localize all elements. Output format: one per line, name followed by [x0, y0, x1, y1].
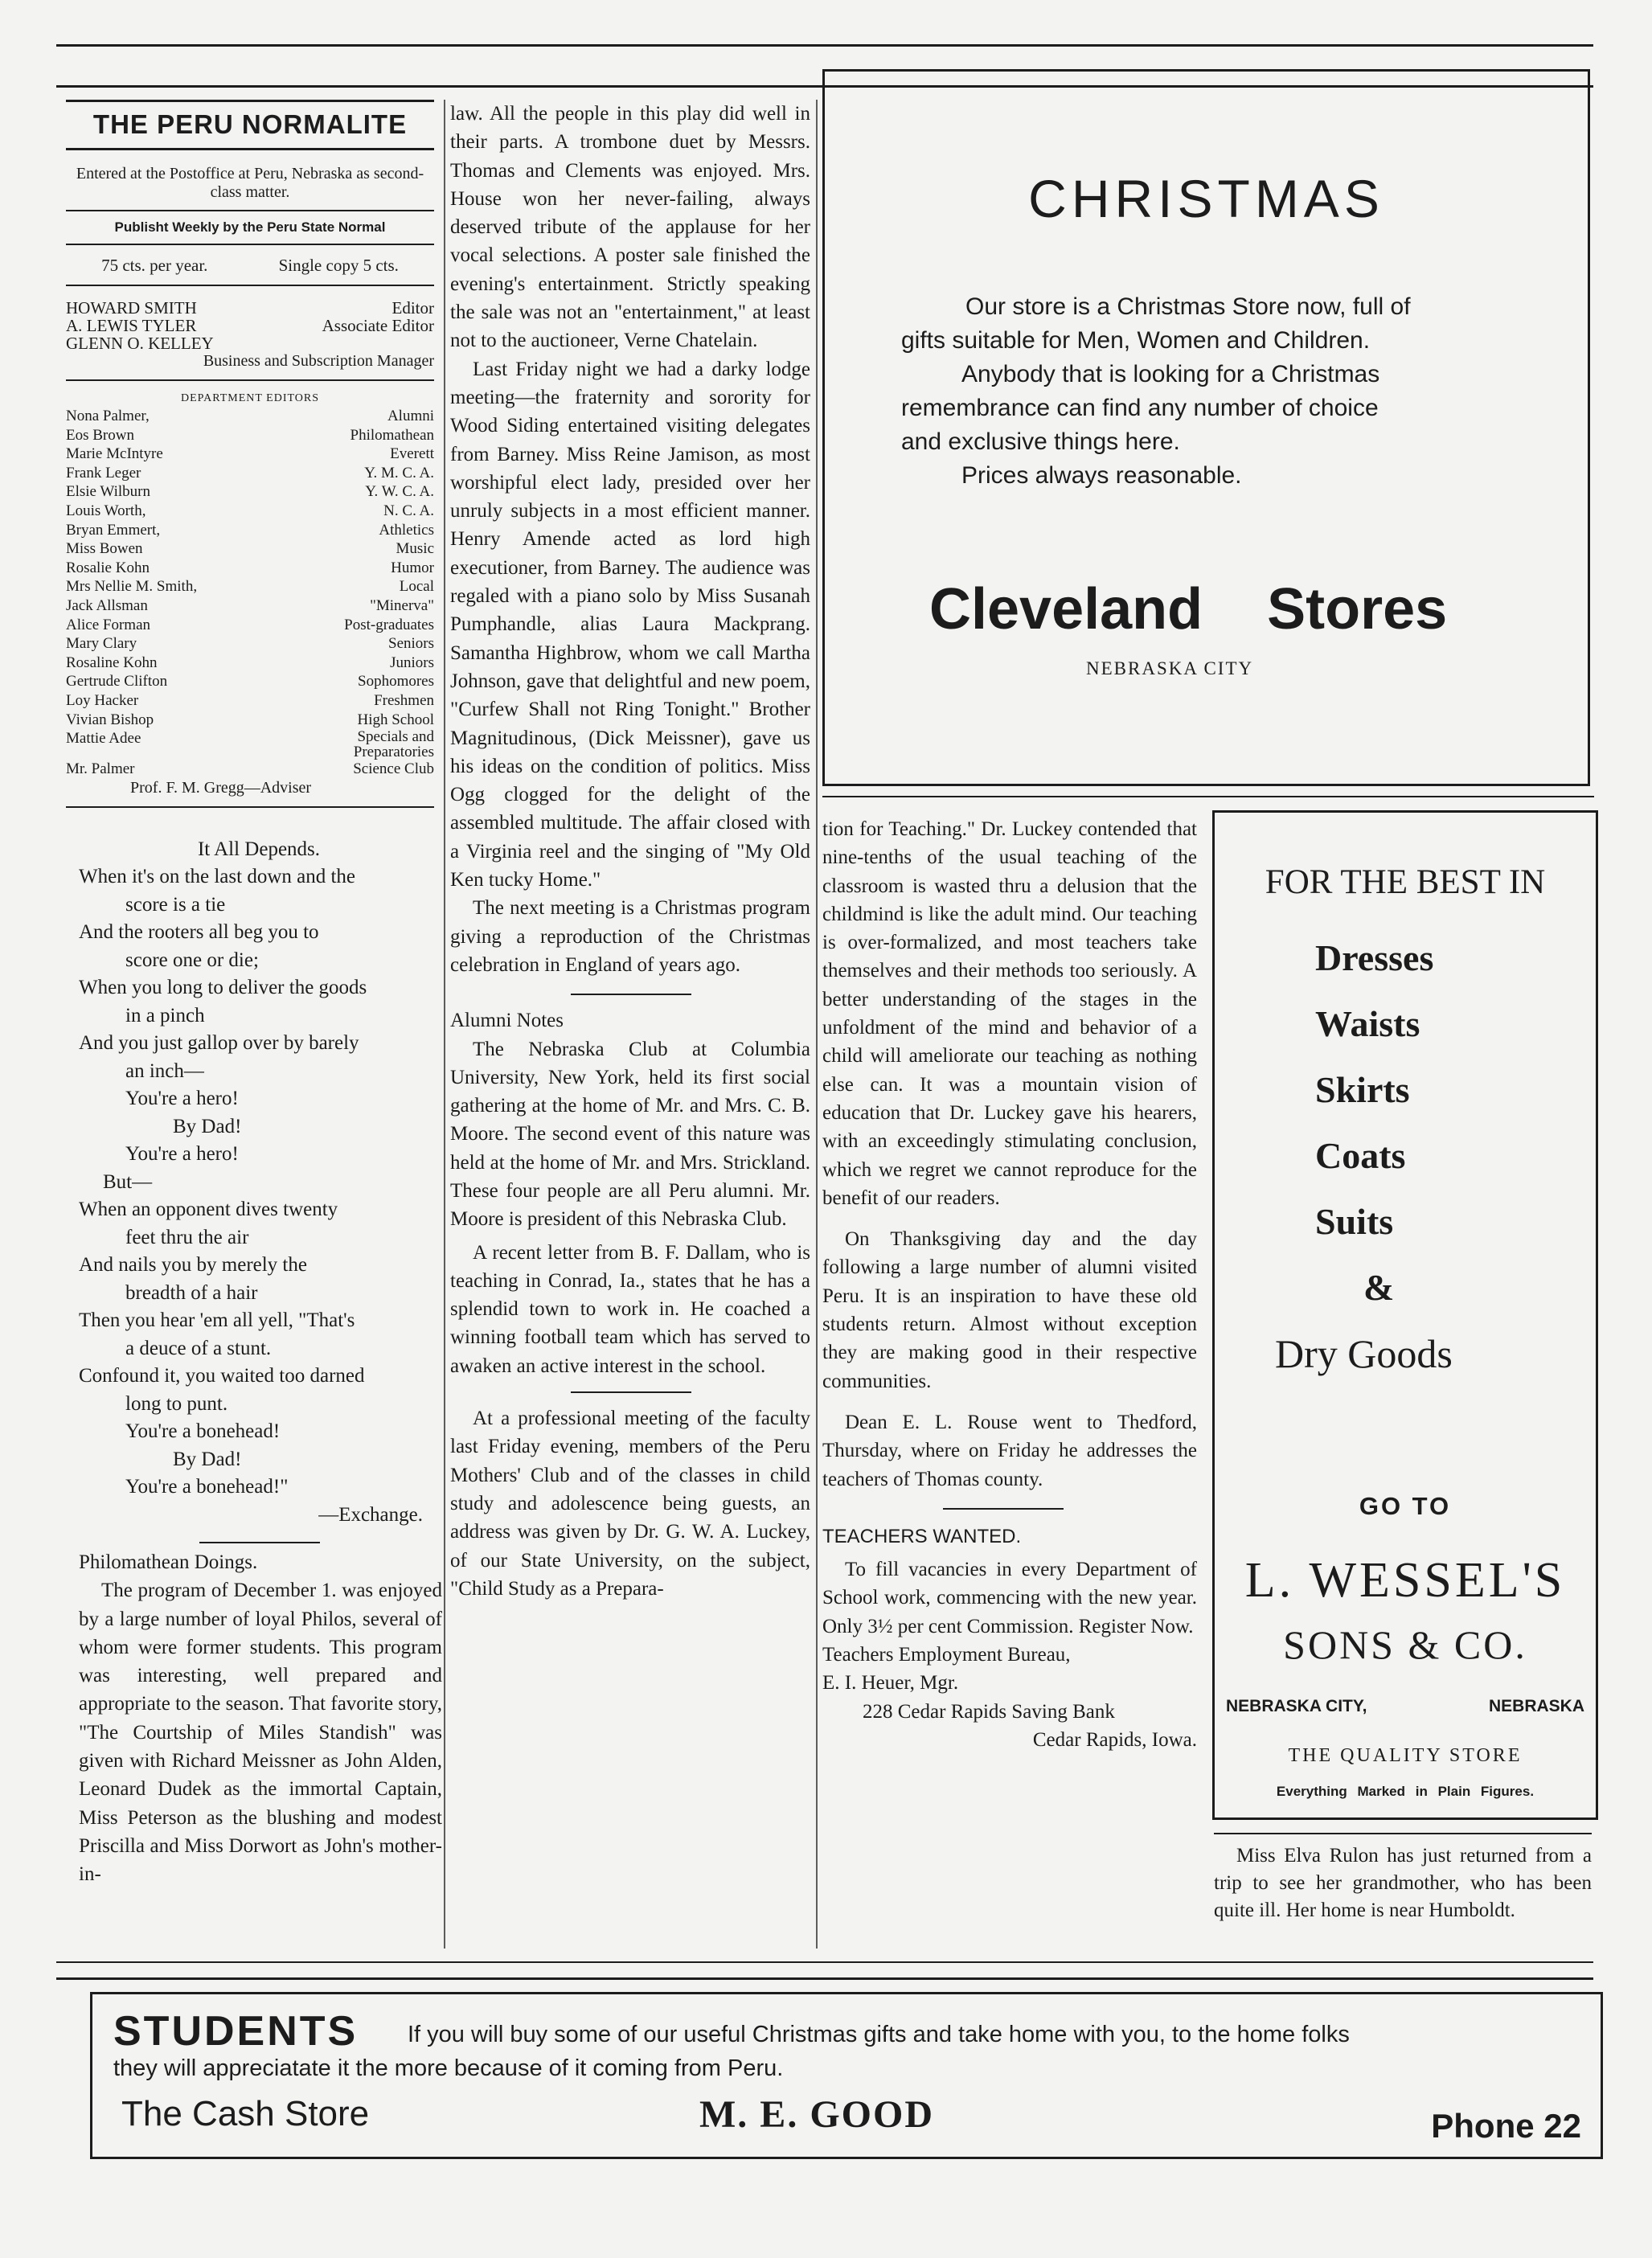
philomathean-text-1: The program of December 1. was enjoyed by a large number of loyal Philos, several of whom were former students. This program was interesting, well prepared and appropriate to the season. That favorite story, "The Courtship of Miles Standish" was given with Richard Meissner as John Alden, Leonard Dudek as the immortal Captain, Miss Peterson as the blushing and modest Priscilla and Miss Dorwort as John's mother-in-	[79, 1580, 442, 1886]
poem	[79, 836, 439, 1529]
dept-editor-row	[66, 654, 434, 673]
thanksgiving-text: On Thanksgiving day and the day following a large number of alumni visited Peru. It is an inspiration to have these old students return. Almost without exception they are making good in their respective communities.	[822, 1228, 1197, 1392]
dept-editor-row	[66, 426, 434, 445]
staff-list	[66, 299, 434, 370]
dept-editor-name: Frank Leger	[66, 464, 141, 482]
dept-editor-department: Local	[399, 578, 434, 596]
wessel-item: Waists	[1315, 1003, 1420, 1044]
dept-editor-row	[66, 634, 434, 654]
dept-editor-name: Louis Worth,	[66, 502, 146, 519]
poem-line: You're a hero!	[125, 1088, 239, 1109]
dept-editor-name: Miss Bowen	[66, 540, 143, 558]
wessel-item: Suits	[1315, 1201, 1394, 1242]
adviser: Prof. F. M. Gregg—Adviser	[130, 778, 312, 797]
dept-editor-row	[66, 577, 434, 596]
luckey-text: tion for Teaching." Dr. Luckey contended that nine-tenths of the usual teaching of the classroom is wasted thru a delusion that the childmind is like the adult mind. Our teaching is over-formalized, and most teachers take themselves and their methods too seriously. A better understanding of the stages in the unfoldment of the mind and behavior of a child will ameliorate our teaching as nothing else can. It was a mountain vision of education that Dr. Luckey gave his hearers, with an exceedingly stimulating conclusion, which we regret we cannot reproduce for the benefit of our readers.	[822, 818, 1197, 1209]
teachers-wanted-title: TEACHERS WANTED.	[822, 1525, 1022, 1547]
poem-line: You're a bonehead!"	[125, 1476, 289, 1498]
dept-editor-name: Alice Forman	[66, 616, 151, 633]
ad-line: and exclusive things here.	[901, 428, 1180, 455]
dept-editor-department: Sophomores	[358, 673, 434, 691]
cash-store: The Cash Store	[121, 2094, 370, 2133]
dept-editor-department: Y. W. C. A.	[365, 483, 434, 501]
quality-store: THE QUALITY STORE	[1288, 1745, 1523, 1766]
ad-line: gifts suitable for Men, Women and Children.	[901, 327, 1371, 354]
bureau-manager: E. I. Heuer, Mgr.	[822, 1672, 959, 1695]
rulon-note	[1214, 1833, 1592, 1924]
dept-editor-department: Music	[396, 540, 434, 558]
staff-name: A. LEWIS TYLER	[66, 316, 197, 335]
poem-line: score one or die;	[125, 949, 259, 971]
single-copy-price: Single copy 5 cts.	[278, 256, 399, 275]
dept-editor-name: Rosalie Kohn	[66, 559, 150, 576]
dept-editor-department: Alumni	[387, 408, 434, 424]
dept-editor-name: Loy Hacker	[66, 691, 139, 709]
dept-editor-row	[66, 445, 434, 464]
poem-lines	[79, 863, 439, 1529]
dept-editors-list	[66, 407, 434, 779]
dept-editor-row	[66, 502, 434, 521]
staff-associate	[66, 317, 434, 334]
dept-editor-department: Seniors	[388, 635, 434, 653]
dept-editor-name: Bryan Emmert,	[66, 521, 161, 539]
phone-number: Phone 22	[1431, 2107, 1581, 2145]
poem-line: When you long to deliver the goods	[79, 977, 367, 998]
philomathean-section	[79, 1542, 442, 1889]
wessel-item: Coats	[1315, 1135, 1406, 1176]
dept-editor-department: Philomathean	[350, 426, 434, 444]
wessel-items	[1275, 925, 1453, 1387]
publication-notice: Publisht Weekly by the Peru State Normal	[114, 219, 386, 235]
go-to: GO TO	[1359, 1492, 1452, 1520]
poem-line: When it's on the last down and the	[79, 866, 356, 887]
poem-line: an inch—	[125, 1059, 204, 1082]
students-line-2: they will appreciatate it the more because of it coming from Peru.	[113, 2055, 784, 2081]
staff-role: Associate Editor	[322, 316, 434, 335]
dept-editor-department: Science Club	[353, 760, 434, 778]
dept-editor-name: Mary Clary	[66, 635, 137, 653]
alumni-text-3: At a professional meeting of the faculty last Friday evening, members of the Peru Mothers' Club and of the classes in child study and adolescence being guests, an address was given by Dr. G. W. A. Luckey, of our State University, on the subject, "Child Study as a Prepara-	[450, 1408, 810, 1600]
staff-manager: GLENN O. KELLEY	[66, 334, 214, 353]
dept-editor-row	[66, 691, 434, 711]
dept-editor-department: Specials and Preparatories	[353, 728, 434, 761]
ad-line: Anybody that is looking for a Christmas	[961, 361, 1380, 387]
prices-line: Prices always reasonable.	[961, 462, 1242, 489]
marked-figures: Everything Marked in Plain Figures.	[1276, 1784, 1535, 1799]
wessel-item: &	[1363, 1267, 1395, 1308]
students-ad	[90, 1992, 1603, 2159]
dept-editor-department: Juniors	[390, 654, 434, 671]
alumni-text-2: A recent letter from B. F. Dallam, who is teaching in Conrad, Ia., states that he has a splendid town to work in. He coached a winning football team which has served to awaken an active interest in the school.	[450, 1241, 810, 1377]
dept-editor-row	[66, 539, 434, 559]
dept-editor-department: Athletics	[379, 521, 434, 539]
dept-editor-row	[66, 482, 434, 502]
column-3	[822, 815, 1197, 1754]
poem-line: But—	[103, 1170, 153, 1193]
ad-line: Our store is a Christmas Store now, full of	[965, 293, 1411, 320]
dept-editor-department: Freshmen	[374, 691, 434, 709]
dept-editor-name: Elsie Wilburn	[66, 483, 150, 501]
dept-editor-row	[66, 672, 434, 691]
dept-editor-department: "Minerva"	[370, 596, 434, 614]
poem-line: feet thru the air	[125, 1226, 249, 1248]
dept-editor-row	[66, 711, 434, 730]
dept-editor-row	[66, 616, 434, 635]
dept-editor-row	[66, 760, 434, 779]
ad-line: remembrance can find any number of choice	[901, 395, 1379, 421]
cleveland-stores: Cleveland Stores	[929, 577, 1448, 641]
poem-line: And the rooters all beg you to	[79, 921, 319, 943]
dept-editor-name: Mattie Adee	[66, 730, 141, 748]
dept-editor-department: Post-graduates	[344, 616, 434, 633]
wessel-state: NEBRASKA	[1488, 1697, 1584, 1715]
dept-editor-name: Marie McIntyre	[66, 445, 163, 463]
dept-editor-row	[66, 407, 434, 426]
poem-line: in a pinch	[125, 1004, 205, 1027]
dept-editor-name: Rosaline Kohn	[66, 654, 158, 671]
alumni-notes-title: Alumni Notes	[450, 1010, 564, 1032]
dept-editor-name: Vivian Bishop	[66, 711, 154, 728]
poem-line: —Exchange.	[318, 1503, 423, 1526]
wessel-name: L. WESSEL'S	[1244, 1553, 1566, 1608]
staff-name: HOWARD SMITH	[66, 298, 197, 318]
christmas-ad-city: NEBRASKA CITY	[1086, 658, 1254, 678]
christmas-ad-title: CHRISTMAS	[1028, 169, 1384, 228]
poem-line: And nails you by merely the	[79, 1254, 307, 1276]
bureau-name: Teachers Employment Bureau,	[822, 1644, 1071, 1666]
poem-line: By Dad!	[173, 1448, 242, 1470]
column-2	[450, 100, 810, 1603]
alumni-text-1: The Nebraska Club at Columbia University, New York, held its first social gathering at the home of Mr. and Mrs. C. B. Moore. The second event of this nature was held at the home of Mr. and Mrs. Strickland. These four people are all Peru alumni. Mr. Moore is president of this Nebraska Club.	[450, 1038, 810, 1231]
dept-editor-department: High School	[357, 711, 434, 728]
philomathean-text-2: law. All the people in this play did well in their parts. A trombone duet by Messrs. Thomas and Clements was enjoyed. Mrs. House won her never-failing, always deserved tribute of the applause for her vocal selections. A poster sale finished the evening's entertainment. Strictly speaking the sale was not an "entertainment," at least not to the auctioneer, Verne Chatelain.	[450, 103, 810, 352]
poem-line: By Dad!	[173, 1115, 242, 1137]
dept-editor-name: Eos Brown	[66, 426, 134, 444]
dept-editor-department: Everett	[390, 445, 434, 463]
poem-line: You're a bonehead!	[125, 1420, 281, 1442]
poem-line: score is a tie	[125, 893, 226, 916]
wessel-item: Dry Goods	[1275, 1331, 1453, 1376]
poem-title: It All Depends.	[197, 838, 321, 860]
poem-line: breadth of a hair	[125, 1281, 258, 1304]
dept-editor-name: Mr. Palmer	[66, 760, 135, 778]
wessel-header: FOR THE BEST IN	[1265, 863, 1546, 901]
christmas-ad	[822, 69, 1590, 786]
poem-line: a deuce of a stunt.	[125, 1337, 272, 1359]
business-manager-title: Business and Subscription Manager	[203, 352, 434, 370]
poem-line: You're a hero!	[125, 1143, 239, 1165]
entered-notice: Entered at the Postoffice at Peru, Nebraska as second-class matter.	[76, 165, 424, 201]
owner-name: M. E. GOOD	[699, 2093, 934, 2136]
dept-editor-department: Y. M. C. A.	[364, 464, 434, 482]
christmas-ad-body	[901, 290, 1544, 493]
dept-editors-heading: DEPARTMENT EDITORS	[180, 392, 320, 404]
masthead-title: THE PERU NORMALITE	[92, 109, 408, 139]
philomathean-text-3: Last Friday night we had a darky lodge meeting—the fraternity and sorority for Wood Siding entertained visiting delegates from Barney. Miss Reine Jamison, as most worshipful elect lady, presided over her unruly subjects in a most efficient manner. Henry Amende acted as lord high executioner, from Barney. The audience was regaled with a piano solo by Miss Susanah Pumphandle, alias Laura Mackprang. Samantha Highbrow, whom we call Martha Johnson, gave that delightful and new poem, "Curfew Shall not Ring Tonight." Brother Magnitudinous, (Dick Meissner), gave us his ideas on the condition of politics. Miss Ogg clogged for the delight of the assembled multitude. The affair closed with a Virginia reel and the singing of "My Old Ken tucky Home."	[450, 358, 810, 891]
philomathean-title: Philomathean Doings.	[79, 1551, 258, 1573]
poem-line: Then you hear 'em all yell, "That's	[79, 1309, 355, 1331]
dept-editor-name: Mrs Nellie M. Smith,	[66, 578, 198, 596]
wessel-item: Skirts	[1315, 1069, 1410, 1110]
bureau-address-1: 228 Cedar Rapids Saving Bank	[863, 1700, 1115, 1723]
poem-line: Confound it, you waited too darned	[79, 1365, 365, 1387]
wessel-location	[1226, 1697, 1584, 1716]
dept-editor-name: Jack Allsman	[66, 596, 148, 614]
dept-editor-row	[66, 521, 434, 540]
dept-editor-row	[66, 559, 434, 578]
dept-editor-department: Humor	[391, 559, 434, 576]
teachers-wanted-body: To fill vacancies in every Department of School work, commencing with the new year. Only 3½ per cent Commission. Register Now.	[822, 1559, 1197, 1637]
wessel-city: NEBRASKA CITY,	[1226, 1697, 1367, 1715]
students-line-1: If you will buy some of our useful Christmas gifts and take home with you, to the home folks	[408, 2022, 1350, 2047]
poem-line: And you just gallop over by barely	[79, 1032, 359, 1054]
bureau-address-2: Cedar Rapids, Iowa.	[1032, 1728, 1197, 1751]
yearly-price: 75 cts. per year.	[101, 256, 208, 275]
staff-role: Editor	[391, 298, 434, 318]
dept-editor-row	[66, 729, 434, 760]
students-title: STUDENTS	[113, 2008, 359, 2055]
dept-editor-department: N. C. A.	[383, 502, 434, 519]
masthead	[66, 100, 434, 808]
poem-line: long to punt.	[125, 1392, 228, 1415]
wessel-item: Dresses	[1315, 937, 1434, 978]
subscription-price	[66, 256, 434, 275]
dept-editor-row	[66, 464, 434, 483]
rouse-text: Dean E. L. Rouse went to Thedford, Thursday, where on Friday he addresses the teachers of Thomas county.	[822, 1411, 1197, 1490]
wessel-ad	[1212, 810, 1598, 1820]
poem-line: When an opponent dives twenty	[79, 1199, 338, 1220]
dept-editor-name: Gertrude Clifton	[66, 673, 168, 691]
rulon-text: Miss Elva Rulon has just returned from a trip to see her grandmother, who has been quite ill. Her home is near Humboldt.	[1214, 1845, 1592, 1921]
wessel-sons: SONS & CO.	[1283, 1622, 1527, 1667]
dept-editor-row	[66, 596, 434, 616]
philomathean-text-4: The next meeting is a Christmas program giving a reproduction of the Christmas celebration in England of years ago.	[450, 897, 810, 976]
staff-editor	[66, 299, 434, 317]
dept-editor-name: Nona Palmer,	[66, 408, 150, 424]
